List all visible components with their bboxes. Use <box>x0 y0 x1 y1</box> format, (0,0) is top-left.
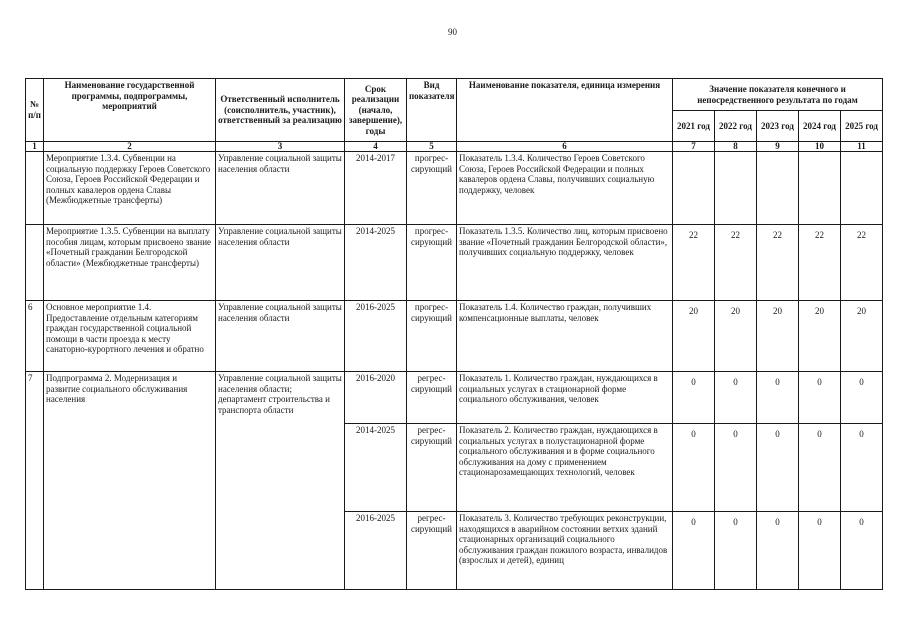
value-2022: 0 <box>715 372 757 424</box>
column-number: 6 <box>457 142 673 152</box>
executor: Управление социальной защиты населения области <box>216 301 345 372</box>
column-number: 2 <box>44 142 216 152</box>
indicator-kind: прогрес-сирующий <box>407 152 457 225</box>
value-2022 <box>715 152 757 225</box>
value-2022: 22 <box>715 225 757 301</box>
value-2022: 0 <box>715 512 757 590</box>
value-2021: 0 <box>673 424 715 512</box>
value-2023: 0 <box>757 372 799 424</box>
activity-name: Мероприятие 1.3.5. Субвенции на выплату пособия лицам, которым присвоено звание «Почетный гражданин Белгородской области» (Межбюджетные трансферты) <box>44 225 216 301</box>
value-2021: 0 <box>673 512 715 590</box>
value-2021: 0 <box>673 372 715 424</box>
header-values-group: Значение показателя конечного и непосредственного результата по годам <box>673 79 883 111</box>
indicator-kind: регрес-сирующий <box>407 372 457 424</box>
indicator-kind: прогрес-сирующий <box>407 225 457 301</box>
table-row <box>26 301 883 372</box>
column-number: 3 <box>216 142 345 152</box>
value-2025 <box>841 152 883 225</box>
value-2023: 0 <box>757 424 799 512</box>
value-2023: 22 <box>757 225 799 301</box>
period: 2014-2017 <box>345 152 407 225</box>
column-number: 1 <box>26 142 44 152</box>
executor: Управление социальной защиты населения области; департамент строительства и транспорта области <box>216 372 345 590</box>
value-2022: 0 <box>715 424 757 512</box>
row-number: 6 <box>26 301 44 372</box>
value-2021: 20 <box>673 301 715 372</box>
column-numbers-row <box>26 142 883 152</box>
table-row <box>26 225 883 301</box>
table-row <box>26 372 883 424</box>
period: 2014-2025 <box>345 424 407 512</box>
row-number <box>26 152 44 225</box>
indicator-name: Показатель 3. Количество требующих реконструкции, находящихся в аварийном состоянии ветхих зданий стационарных организаций социального обслуживания граждан пожилого возраста, инвалидов (взрослых и детей), единиц <box>457 512 673 590</box>
indicator-name: Показатель 2. Количество граждан, нуждающихся в социальных услугах в полустационарной форме социального обслуживания и в форме социального обслуживания на дому с применением стационарозамещающих технологий, человек <box>457 424 673 512</box>
indicator-name: Показатель 1.3.4. Количество Героев Советского Союза, Героев Российской Федерации и полных кавалеров ордена Славы, получивших социальную поддержку, человек <box>457 152 673 225</box>
value-2025: 0 <box>841 512 883 590</box>
header-year: 2025 год <box>841 111 883 142</box>
value-2023 <box>757 152 799 225</box>
period: 2016-2025 <box>345 512 407 590</box>
indicator-kind: регрес-сирующий <box>407 424 457 512</box>
executor: Управление социальной защиты населения области <box>216 152 345 225</box>
header-num: № п/п <box>26 79 44 142</box>
value-2025: 0 <box>841 424 883 512</box>
indicator-name: Показатель 1.3.5. Количество лиц, которым присвоено звание «Почетный гражданин Белгородской области», получивших социальную поддержку, человек <box>457 225 673 301</box>
value-2024: 20 <box>799 301 841 372</box>
table-row <box>26 152 883 225</box>
value-2024: 0 <box>799 512 841 590</box>
header-indicator: Наименование показателя, единица измерения <box>457 79 673 142</box>
indicators-table <box>25 78 883 590</box>
indicator-name: Показатель 1. Количество граждан, нуждающихся в социальных услугах в стационарной форме социального обслуживания, человек <box>457 372 673 424</box>
column-number: 11 <box>841 142 883 152</box>
period: 2014-2025 <box>345 225 407 301</box>
column-number: 7 <box>673 142 715 152</box>
indicator-kind: прогрес-сирующий <box>407 301 457 372</box>
value-2025: 22 <box>841 225 883 301</box>
header-year: 2024 год <box>799 111 841 142</box>
header-executor: Ответственный исполнитель (соисполнитель, участник), ответственный за реализацию <box>216 79 345 142</box>
value-2024: 0 <box>799 372 841 424</box>
row-number: 7 <box>26 372 44 590</box>
indicator-kind: регрес-сирующий <box>407 512 457 590</box>
value-2024: 22 <box>799 225 841 301</box>
header-year: 2021 год <box>673 111 715 142</box>
value-2025: 0 <box>841 372 883 424</box>
header-year: 2023 год <box>757 111 799 142</box>
subprogram-name: Подпрограмма 2. Модернизация и развитие социального обслуживания населения <box>44 372 216 590</box>
value-2022: 20 <box>715 301 757 372</box>
header-period: Срок реализации (начало, завершение), годы <box>345 79 407 142</box>
indicator-name: Показатель 1.4. Количество граждан, получивших компенсационные выплаты, человек <box>457 301 673 372</box>
column-number: 5 <box>407 142 457 152</box>
value-2021: 22 <box>673 225 715 301</box>
header-year: 2022 год <box>715 111 757 142</box>
value-2024: 0 <box>799 424 841 512</box>
value-2021 <box>673 152 715 225</box>
value-2025: 20 <box>841 301 883 372</box>
row-number <box>26 225 44 301</box>
activity-name: Мероприятие 1.3.4. Субвенции на социальную поддержку Героев Советского Союза, Героев Российской Федерации и полных кавалеров ордена Славы (Межбюджетные трансферты) <box>44 152 216 225</box>
column-number: 9 <box>757 142 799 152</box>
value-2023: 20 <box>757 301 799 372</box>
period: 2016-2025 <box>345 301 407 372</box>
column-number: 10 <box>799 142 841 152</box>
header-kind: Вид показателя <box>407 79 457 142</box>
executor: Управление социальной защиты населения области <box>216 225 345 301</box>
column-number: 4 <box>345 142 407 152</box>
value-2023: 0 <box>757 512 799 590</box>
activity-name: Основное мероприятие 1.4. Предоставление отдельным категориям граждан государственной социальной помощи в части проезда к месту санаторно-курортного лечения и обратно <box>44 301 216 372</box>
page-number: 90 <box>448 27 457 37</box>
header-name: Наименование государственной программы, подпрограммы, мероприятий <box>44 79 216 142</box>
period: 2016-2020 <box>345 372 407 424</box>
value-2024 <box>799 152 841 225</box>
column-number: 8 <box>715 142 757 152</box>
